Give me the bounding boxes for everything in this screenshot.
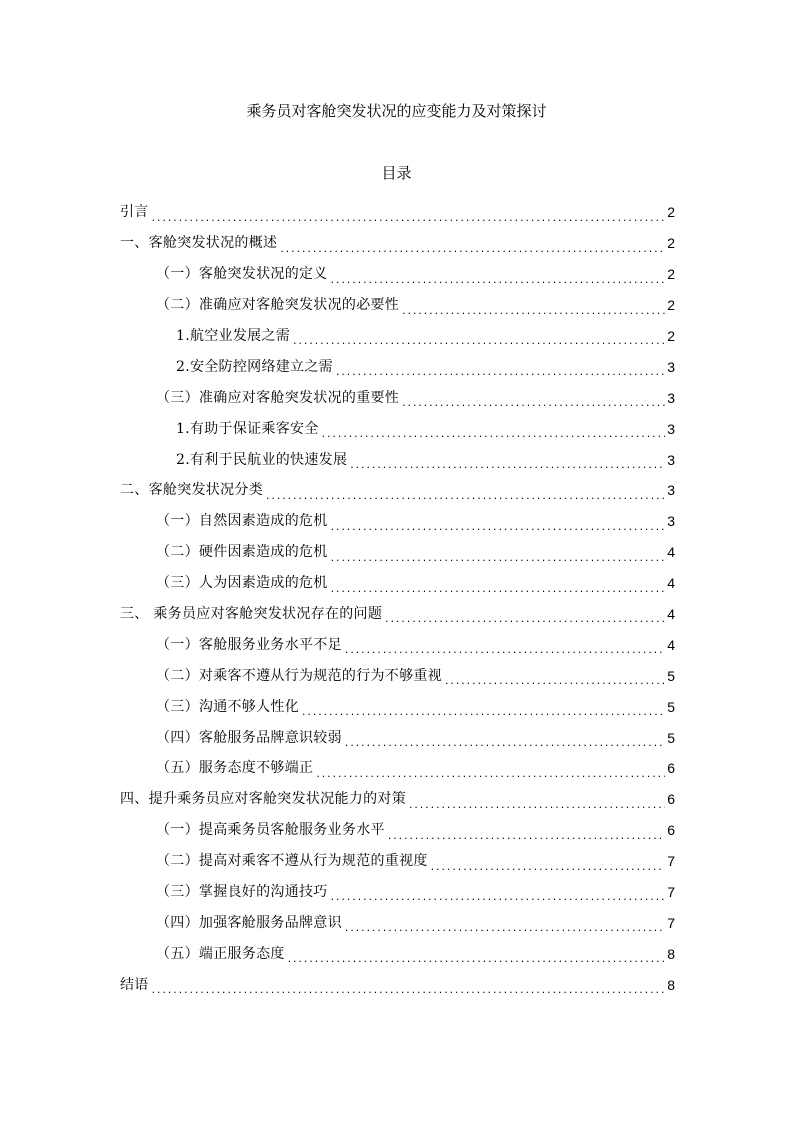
toc-entry[interactable] — [120, 877, 675, 908]
toc-entry-title: （二）硬件因素造成的危机 — [156, 544, 328, 561]
toc-page-number: 8 — [667, 976, 675, 993]
toc-entry-title: 四、提升乘务员应对客舱突发状况能力的对策 — [120, 791, 406, 808]
toc-dot-leader — [344, 735, 665, 753]
toc-dot-leader — [330, 272, 665, 290]
toc-page-number: 2 — [667, 328, 675, 344]
toc-page-number: 3 — [667, 389, 675, 406]
toc-entry[interactable] — [120, 753, 675, 784]
toc-entry[interactable] — [120, 475, 675, 506]
toc-page-number: 5 — [667, 667, 675, 684]
toc-entry[interactable] — [120, 784, 675, 815]
toc-dot-leader — [301, 704, 665, 722]
toc-entry-title: （一）客舱服务业务水平不足 — [156, 636, 342, 653]
toc-page-number: 4 — [667, 636, 675, 653]
toc-dot-leader — [387, 828, 665, 846]
toc-entry-title: （二）准确应对客舱突发状况的必要性 — [156, 297, 400, 314]
toc-entry[interactable] — [120, 815, 675, 846]
toc-entry[interactable] — [120, 938, 675, 969]
toc-dot-leader — [315, 766, 665, 784]
toc-page-number: 7 — [667, 884, 675, 901]
toc-entry-title: 1.有助于保证乘客安全 — [176, 420, 319, 437]
toc-entry-title: （三）掌握良好的沟通技巧 — [156, 884, 328, 901]
toc-page-number: 3 — [667, 513, 675, 530]
toc-dot-leader — [330, 889, 665, 907]
toc-page-number: 5 — [667, 729, 675, 746]
toc-page-number: 6 — [667, 822, 675, 839]
toc-dot-leader — [330, 581, 665, 599]
toc-entry-title: 一、客舱突发状况的概述 — [120, 235, 278, 252]
toc-entry-title: （三）沟通不够人性化 — [156, 698, 299, 715]
toc-page-number: 4 — [667, 606, 675, 623]
toc-entry[interactable] — [120, 537, 675, 568]
toc-page-number: 4 — [667, 575, 675, 592]
toc-entry[interactable] — [120, 568, 675, 599]
toc-dot-leader — [330, 519, 665, 537]
toc-dot-leader — [344, 642, 665, 660]
toc-entry-title: 1.航空业发展之需 — [176, 328, 291, 344]
toc-entry-title: （四）加强客舱服务品牌意识 — [156, 914, 342, 931]
document-title: 乘务员对客舱突发状况的应变能力及对策探讨 — [246, 102, 547, 120]
toc-entry[interactable] — [120, 969, 675, 1000]
toc-entry-title: 引言 — [120, 204, 149, 221]
toc-page-number: 7 — [667, 914, 675, 931]
toc-page-number: 5 — [667, 698, 675, 715]
toc-entry[interactable] — [120, 259, 675, 290]
toc-entry[interactable] — [120, 351, 675, 382]
toc-page-number: 4 — [667, 544, 675, 561]
toc-entry-title: 2.有利于民航业的快速发展 — [176, 451, 348, 468]
toc-dot-leader — [265, 488, 665, 506]
toc-entry-title: 2.安全防控网络建立之需 — [176, 358, 333, 375]
toc-dot-leader — [401, 303, 665, 321]
toc-dot-leader — [430, 859, 665, 877]
toc-entry[interactable] — [120, 846, 675, 877]
toc-entry-title: （五）服务态度不够端正 — [156, 760, 314, 777]
toc-page-number: 6 — [667, 791, 675, 808]
toc-dot-leader — [344, 920, 665, 938]
toc-page-number: 8 — [667, 945, 675, 962]
toc-heading: 目录 — [381, 164, 412, 182]
toc-dot-leader — [330, 550, 665, 568]
toc-page-number: 6 — [667, 760, 675, 777]
toc-entry[interactable] — [120, 382, 675, 413]
toc-dot-leader — [151, 982, 665, 1000]
toc-page-number: 2 — [667, 297, 675, 314]
toc-entry[interactable] — [120, 506, 675, 537]
toc-dot-leader — [151, 210, 665, 228]
toc-dot-leader — [279, 241, 665, 259]
toc-page-number: 3 — [667, 420, 675, 437]
toc-entry[interactable] — [120, 691, 675, 722]
toc-entry-title: （三）准确应对客舱突发状况的重要性 — [156, 389, 400, 406]
toc-entry[interactable] — [120, 228, 675, 259]
toc-dot-leader — [401, 395, 665, 413]
toc-entry-title: （三）人为因素造成的危机 — [156, 575, 328, 592]
toc-entry-title: （五）端正服务态度 — [156, 945, 285, 962]
toc-page-number: 2 — [667, 266, 675, 283]
toc-dot-leader — [444, 673, 665, 691]
toc-entry[interactable] — [120, 197, 675, 228]
toc-entry[interactable] — [120, 444, 675, 475]
toc-page-number: 2 — [667, 235, 675, 252]
toc-dot-leader — [292, 333, 665, 351]
toc-entry-title: 结语 — [120, 976, 149, 993]
toc-dot-leader — [287, 951, 665, 969]
toc-entry-title: （四）客舱服务品牌意识较弱 — [156, 729, 342, 746]
toc-entry[interactable] — [120, 290, 675, 321]
table-of-contents — [120, 197, 675, 1000]
toc-page-number: 2 — [667, 204, 675, 221]
toc-page-number: 3 — [667, 451, 675, 468]
toc-entry-title: （二）对乘客不遵从行为规范的行为不够重视 — [156, 667, 442, 684]
toc-entry[interactable] — [120, 629, 675, 660]
toc-dot-leader — [384, 611, 665, 629]
toc-entry-title: 二、客舱突发状况分类 — [120, 482, 263, 499]
toc-page-number: 3 — [667, 482, 675, 499]
toc-entry[interactable] — [120, 321, 675, 352]
toc-entry-title: 三、 乘务员应对客舱突发状况存在的问题 — [120, 606, 383, 623]
toc-entry[interactable] — [120, 907, 675, 938]
toc-entry[interactable] — [120, 722, 675, 753]
toc-dot-leader — [408, 797, 665, 815]
toc-dot-leader — [321, 426, 665, 444]
toc-entry[interactable] — [120, 413, 675, 444]
toc-entry-title: （一）客舱突发状况的定义 — [156, 266, 328, 283]
toc-entry[interactable] — [120, 599, 675, 630]
toc-dot-leader — [335, 364, 665, 382]
toc-dot-leader — [349, 457, 665, 475]
toc-page-number: 7 — [667, 853, 675, 870]
toc-entry[interactable] — [120, 660, 675, 691]
toc-entry-title: （一）提高乘务员客舱服务业务水平 — [156, 822, 385, 839]
toc-entry-title: （一）自然因素造成的危机 — [156, 513, 328, 530]
toc-page-number: 3 — [667, 358, 675, 375]
toc-entry-title: （二）提高对乘客不遵从行为规范的重视度 — [156, 853, 428, 870]
